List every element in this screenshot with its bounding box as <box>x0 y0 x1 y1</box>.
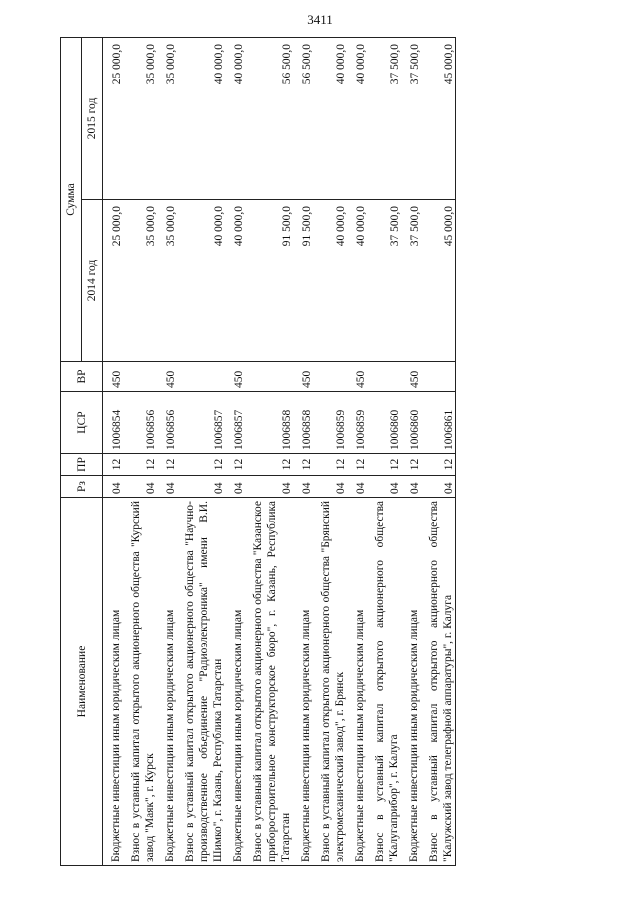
row-vr: 450 <box>103 362 124 392</box>
table-row <box>177 37 225 865</box>
row-sum-2015: 40 000,0 <box>177 37 225 199</box>
row-pr: 12 <box>177 454 225 476</box>
row-rz: 04 <box>103 476 124 498</box>
row-pr: 12 <box>401 454 421 476</box>
budget-table-sheet <box>60 38 600 866</box>
table-row <box>347 37 367 865</box>
table-row <box>245 37 293 865</box>
row-vr: 450 <box>401 362 421 392</box>
table-body <box>103 37 456 865</box>
header-2015: 2015 год <box>82 37 103 199</box>
row-rz: 04 <box>123 476 157 498</box>
row-sum-2015: 45 000,0 <box>421 37 456 199</box>
row-rz: 04 <box>177 476 225 498</box>
budget-table <box>60 37 456 866</box>
row-sum-2015: 35 000,0 <box>123 37 157 199</box>
row-pr: 12 <box>123 454 157 476</box>
row-rz: 04 <box>157 476 177 498</box>
row-sum-2015: 40 000,0 <box>225 37 245 199</box>
row-rz: 04 <box>293 476 313 498</box>
row-rz: 04 <box>245 476 293 498</box>
row-vr <box>123 362 157 392</box>
row-vr <box>177 362 225 392</box>
row-csr: 1006858 <box>293 392 313 454</box>
row-sum-2014: 91 500,0 <box>245 200 293 362</box>
row-sum-2015: 35 000,0 <box>157 37 177 199</box>
row-rz: 04 <box>225 476 245 498</box>
row-sum-2015: 40 000,0 <box>313 37 347 199</box>
row-name: Бюджетные инвестиции иным юридическим лицам <box>225 498 245 866</box>
row-sum-2015: 25 000,0 <box>103 37 124 199</box>
row-csr: 1006861 <box>421 392 456 454</box>
row-csr: 1006857 <box>225 392 245 454</box>
row-sum-2014: 40 000,0 <box>347 200 367 362</box>
row-name: Бюджетные инвестиции иным юридическим лицам <box>401 498 421 866</box>
row-pr: 12 <box>313 454 347 476</box>
row-sum-2015: 37 500,0 <box>401 37 421 199</box>
row-sum-2014: 45 000,0 <box>421 200 456 362</box>
header-sum: Сумма <box>61 37 82 361</box>
row-sum-2015: 37 500,0 <box>367 37 401 199</box>
row-name: Бюджетные инвестиции иным юридическим лицам <box>157 498 177 866</box>
table-row <box>123 37 157 865</box>
header-csr: ЦСР <box>61 392 103 454</box>
row-sum-2014: 35 000,0 <box>157 200 177 362</box>
row-sum-2014: 25 000,0 <box>103 200 124 362</box>
header-vr: ВР <box>61 362 103 392</box>
row-pr: 12 <box>103 454 124 476</box>
table-row <box>103 37 124 865</box>
row-name: Бюджетные инвестиции иным юридическим лицам <box>293 498 313 866</box>
row-csr: 1006856 <box>123 392 157 454</box>
row-vr <box>421 362 456 392</box>
row-sum-2015: 40 000,0 <box>347 37 367 199</box>
row-sum-2014: 37 500,0 <box>367 200 401 362</box>
table-row <box>157 37 177 865</box>
page-number: 3411 <box>307 12 333 27</box>
row-rz: 04 <box>347 476 367 498</box>
row-vr <box>245 362 293 392</box>
row-csr: 1006859 <box>313 392 347 454</box>
row-csr: 1006856 <box>157 392 177 454</box>
row-vr: 450 <box>157 362 177 392</box>
row-rz: 04 <box>401 476 421 498</box>
row-name: Взнос в уставный капитал открытого акционерного общества "Казанское приборостроительное конструкторское бюро", г. Казань, Республика Татарстан <box>245 498 293 866</box>
row-csr: 1006860 <box>401 392 421 454</box>
row-name: Взнос в уставный капитал открытого акционерного общества "Калугаприбор", г. Калуга <box>367 498 401 866</box>
row-name: Взнос в уставный капитал открытого акционерного общества "Курский завод "Маяк", г. Курск <box>123 498 157 866</box>
row-pr: 12 <box>245 454 293 476</box>
row-sum-2015: 56 500,0 <box>293 37 313 199</box>
table-row <box>421 37 456 865</box>
row-csr: 1006860 <box>367 392 401 454</box>
row-name: Взнос в уставный капитал открытого акционерного общества "Научно-производственное объединение "Радиоэлектроника" имени В.И. Шимко", г. Казань, Республика Татарстан <box>177 498 225 866</box>
row-rz: 04 <box>367 476 401 498</box>
row-name: Бюджетные инвестиции иным юридическим лицам <box>103 498 124 866</box>
row-pr: 12 <box>293 454 313 476</box>
row-vr <box>313 362 347 392</box>
row-vr: 450 <box>293 362 313 392</box>
row-sum-2014: 37 500,0 <box>401 200 421 362</box>
row-vr: 450 <box>347 362 367 392</box>
row-pr: 12 <box>225 454 245 476</box>
row-sum-2014: 91 500,0 <box>293 200 313 362</box>
row-vr <box>367 362 401 392</box>
header-rz: Рз <box>61 476 103 498</box>
row-sum-2014: 40 000,0 <box>225 200 245 362</box>
row-pr: 12 <box>367 454 401 476</box>
row-pr: 12 <box>347 454 367 476</box>
table-row <box>401 37 421 865</box>
row-csr: 1006859 <box>347 392 367 454</box>
row-name: Взнос в уставный капитал открытого акционерного общества "Калужский завод телеграфной аппаратуры", г. Калуга <box>421 498 456 866</box>
row-rz: 04 <box>313 476 347 498</box>
header-name: Наименование <box>61 498 103 866</box>
rotated-page <box>60 38 600 866</box>
table-row <box>367 37 401 865</box>
table-row <box>225 37 245 865</box>
row-sum-2014: 40 000,0 <box>177 200 225 362</box>
table-row <box>313 37 347 865</box>
row-csr: 1006858 <box>245 392 293 454</box>
row-sum-2014: 40 000,0 <box>313 200 347 362</box>
row-sum-2015: 56 500,0 <box>245 37 293 199</box>
row-sum-2014: 35 000,0 <box>123 200 157 362</box>
row-csr: 1006857 <box>177 392 225 454</box>
row-rz: 04 <box>421 476 456 498</box>
table-row <box>293 37 313 865</box>
header-pr: ПР <box>61 454 103 476</box>
row-pr: 12 <box>421 454 456 476</box>
row-csr: 1006854 <box>103 392 124 454</box>
row-name: Бюджетные инвестиции иным юридическим лицам <box>347 498 367 866</box>
row-name: Взнос в уставный капитал открытого акционерного общества "Брянский электромеханический завод", г. Брянск <box>313 498 347 866</box>
row-pr: 12 <box>157 454 177 476</box>
row-vr: 450 <box>225 362 245 392</box>
header-2014: 2014 год <box>82 200 103 362</box>
